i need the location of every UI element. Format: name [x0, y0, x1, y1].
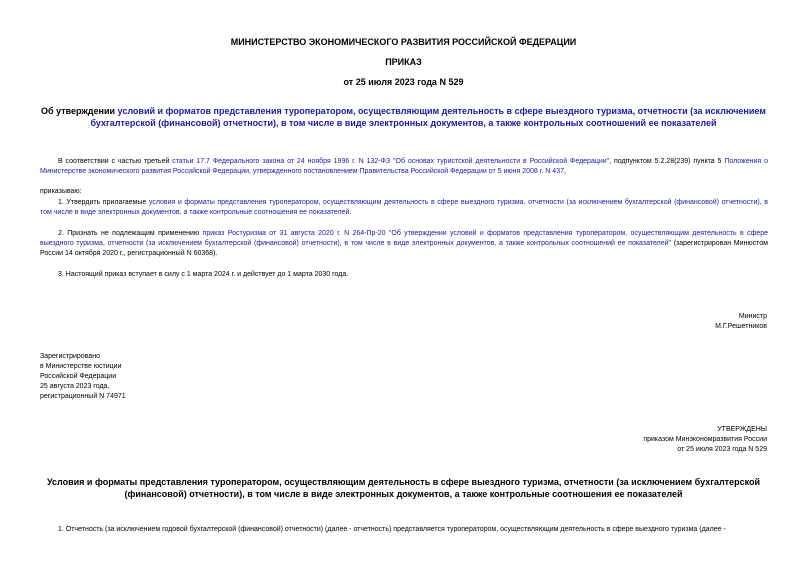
signature-name: М.Г.Решетников [715, 323, 767, 330]
title-link-2[interactable]: бухгалтерской (финансовой) отчетности), в том числе в виде электронных документов, а также контрольных соотношений ее показателей [90, 118, 717, 128]
registration-line-1: Зарегистрировано [40, 353, 100, 360]
registration-line-4: 25 августа 2023 года, [40, 383, 110, 390]
registration-line-3: Российской Федерации [40, 373, 117, 380]
annex-item-1-paragraph [40, 525, 768, 535]
preamble-paragraph [40, 157, 768, 177]
preamble-text-3: , [564, 168, 566, 175]
approved-line-1: УТВЕРЖДЕНЫ [717, 426, 767, 433]
registration-line-5: регистрационный N 74971 [40, 393, 126, 400]
item-1-paragraph [40, 198, 768, 218]
item-2-text-1: 2. Признать не подлежащим применению [58, 230, 203, 237]
annex-title-line-1: Условия и форматы представления туроператором, осуществляющим деятельность в сфере выездного туризма, отчетности (за исключением бухгалтерской [46, 477, 761, 487]
annex-item-1-text: 1. Отчетность (за исключением годовой бухгалтерской (финансовой) отчетности) (далее - отчетность) представляется туроператором, осуществляющим деятельность в сфере выездного туризма (далее - [58, 526, 726, 533]
title-link-1[interactable]: условий и форматов представления туроператором, осуществляющим деятельность в сфере выездного туризма, отчетности (за исключением [117, 106, 766, 116]
item-1-text-2: . [349, 209, 352, 216]
item-1-text-1: 1. Утвердить прилагаемые [58, 199, 149, 206]
approved-line-2: приказом Минэкономразвития России [643, 436, 767, 443]
ministry-name: МИНИСТЕРСТВО ЭКОНОМИЧЕСКОГО РАЗВИТИЯ РОССИЙСКОЙ ФЕДЕРАЦИИ [230, 37, 577, 47]
item-3-paragraph [40, 270, 768, 280]
item-2-paragraph [40, 229, 768, 259]
document-title [0, 105, 807, 129]
item-2-link[interactable]: приказ Ростуризма от 31 августа 2020 г. N 264-Пр-20 "Об утверждении условий и форматов представления туроператором, осуществляющим деятельность в сфере выездного туризма, отчетности (за исключением бухгалтерской (финансовой) отчетности), в том числе в виде электронных документов, а также контрольных соотношений ее показателей" [40, 230, 769, 247]
document-type: ПРИКАЗ [385, 57, 422, 67]
registration-block [40, 352, 126, 402]
preamble-text-1: В соответствии с частью третьей [58, 158, 173, 165]
registration-line-2: в Министерстве юстиции [40, 363, 122, 370]
orders-label: приказываю: [40, 188, 82, 195]
title-line-1 [0, 105, 807, 117]
signature-block [715, 312, 767, 332]
preamble-text-2: , подпунктом 5.2.28(239) пункта 5 [609, 158, 725, 165]
title-prefix: Об утверждении [41, 106, 118, 116]
item-3-text: 3. Настоящий приказ вступает в силу с 1 марта 2024 г. и действует до 1 марта 2030 года. [58, 271, 349, 278]
approved-block [643, 425, 767, 455]
item-1-link[interactable]: условия и форматы представления туроператором, осуществляющим деятельность в сфере выездного туризма, отчетности (за исключением бухгалтерской (финансовой) отчетности), в том числе в виде электронных документов, а также контрольные соотношения ее показателей [40, 199, 768, 216]
annex-title-line-2: (финансовой) отчетности), в том числе в виде электронных документов, а также контрольные соотношения ее показателей [124, 489, 683, 499]
approved-line-3: от 25 июля 2023 года N 529 [677, 446, 767, 453]
signature-position: Министр [738, 313, 767, 320]
annex-title [0, 476, 807, 500]
document-date-number: от 25 июля 2023 года N 529 [343, 77, 464, 87]
preamble-regulation-link[interactable]: Положения о Министерстве экономического развития Российской Федерации, утвержденного постановлением Правительства Российской Федерации от 5 июня 2008 г. N 437 [40, 158, 769, 175]
item-2-text-2: (зарегистрирован Минюстом России 14 октября 2020 г., регистрационный N 60368). [40, 240, 768, 257]
preamble-law-link[interactable]: статьи 17.7 Федерального закона от 24 ноября 1996 г. N 132-ФЗ "Об основах туристской деятельности в Российской Федерации" [172, 158, 610, 165]
